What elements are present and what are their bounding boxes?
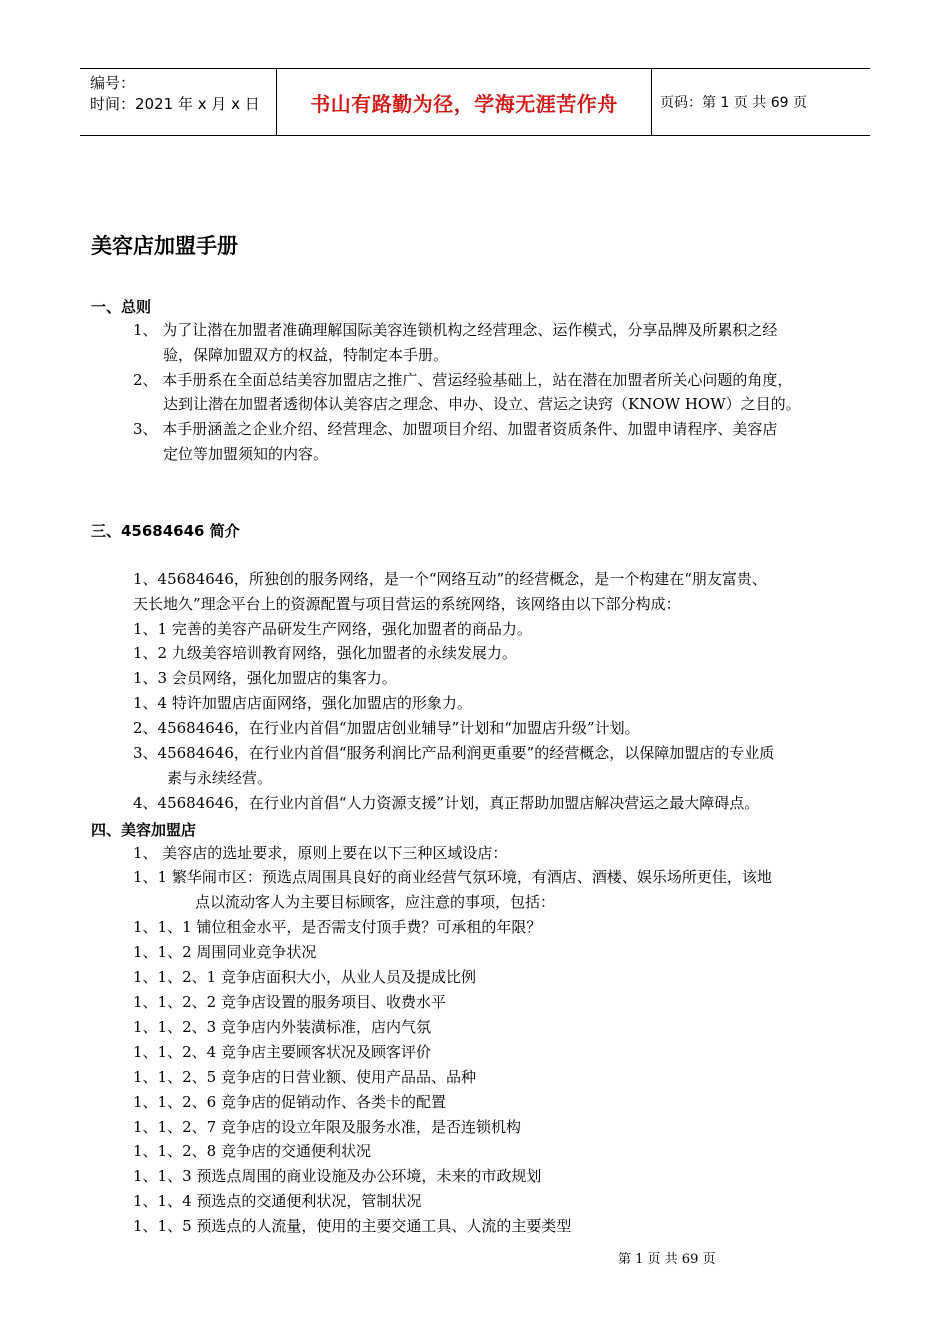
paragraph-line: 1、1、2、1 竞争店面积大小，从业人员及提成比例 (133, 968, 476, 986)
paragraph-line: 1、1、2、2 竞争店设置的服务项目、收费水平 (133, 993, 446, 1011)
section-heading-general: 一、总则 (91, 298, 152, 316)
paragraph-line: 达到让潜在加盟者透彻体认美容店之理念、申办、设立、营运之诀窍（KNOW HOW）之目的。 (163, 395, 801, 413)
document-header (80, 68, 870, 136)
header-meta (80, 69, 277, 135)
section-heading-intro: 三、45684646 简介 (91, 522, 240, 540)
paragraph-line: 1、1、2、7 竞争店的设立年限及服务水准，是否连锁机构 (133, 1118, 521, 1136)
paragraph-line: 2、45684646，在行业内首倡“加盟店创业辅导”计划和“加盟店升级”计划。 (133, 719, 640, 737)
paragraph-line: 1、1、2、5 竞争店的日营业额、使用产品品、品种 (133, 1068, 476, 1086)
paragraph-line: 1、1、3 预选点周围的商业设施及办公环境，未来的市政规划 (133, 1167, 542, 1185)
paragraph-line: 验，保障加盟双方的权益，特制定本手册。 (163, 346, 449, 364)
paragraph-line: 1、2 九级美容培训教育网络，强化加盟者的永续发展力。 (133, 644, 517, 662)
paragraph-line: 点以流动客人为主要目标顾客，应注意的事项，包括： (195, 893, 556, 911)
header-motto: 书山有路勤为径，学海无涯苦作舟 (310, 91, 618, 116)
paragraph-line: 1、4 特许加盟店店面网络，强化加盟店的形象力。 (133, 694, 472, 712)
header-motto-cell (277, 69, 652, 135)
paragraph-line: 2、 本手册系在全面总结美容加盟店之推广、营运经验基础上，站在潜在加盟者所关心问题的角度， (133, 371, 793, 389)
paragraph-line: 3、45684646，在行业内首倡“服务利润比产品利润更重要”的经营概念，以保障加盟店的专业质 (133, 744, 775, 762)
page-footer: 第 1 页 共 69 页 (618, 1252, 716, 1267)
paragraph-line: 1、45684646，所独创的服务网络，是一个“网络互动”的经营概念，是一个构建在“朋友富贵、 (133, 570, 767, 588)
paragraph-line: 1、1、2 周围同业竞争状况 (133, 943, 317, 961)
paragraph-line: 素与永续经营。 (167, 769, 273, 787)
header-page-info: 页码：第 1 页 共 69 页 (660, 95, 807, 111)
paragraph-line: 1、1、2、4 竞争店主要顾客状况及顾客评价 (133, 1043, 431, 1061)
paragraph-line: 1、1、2、3 竞争店内外装潢标准，店内气氛 (133, 1018, 431, 1036)
paragraph-line: 3、 本手册涵盖之企业介绍、经营理念、加盟项目介绍、加盟者资质条件、加盟申请程序、美容店 (133, 420, 778, 438)
paragraph-line: 1、1 完善的美容产品研发生产网络，强化加盟者的商品力。 (133, 620, 532, 638)
paragraph-line: 4、45684646，在行业内首倡“人力资源支援”计划，真正帮助加盟店解决营运之最大障碍点。 (133, 794, 760, 812)
paragraph-line: 1、 美容店的选址要求，原则上要在以下三种区域设店： (133, 844, 508, 862)
paragraph-line: 1、1、4 预选点的交通便利状况，管制状况 (133, 1192, 422, 1210)
paragraph-line: 1、1、1 铺位租金水平，是否需支付顶手费？可承租的年限？ (133, 918, 542, 936)
header-time-label: 时间：2021 年 x 月 x 日 (90, 95, 260, 113)
paragraph-line: 天长地久”理念平台上的资源配置与项目营运的系统网络，该网络由以下部分构成： (133, 595, 681, 613)
paragraph-line: 1、1、5 预选点的人流量，使用的主要交通工具、人流的主要类型 (133, 1217, 572, 1235)
paragraph-line: 1、1 繁华闹市区：预选点周围具良好的商业经营气氛环境，有酒店、酒楼、娱乐场所更佳，该地 (133, 868, 772, 886)
header-number-label: 编号： (90, 74, 136, 92)
paragraph-line: 1、3 会员网络，强化加盟店的集客力。 (133, 669, 397, 687)
paragraph-line: 定位等加盟须知的内容。 (163, 445, 329, 463)
paragraph-line: 1、1、2、6 竞争店的促销动作、各类卡的配置 (133, 1093, 446, 1111)
section-heading-stores: 四、美容加盟店 (91, 821, 197, 839)
paragraph-line: 1、 为了让潜在加盟者准确理解国际美容连锁机构之经营理念、运作模式，分享品牌及所累积之经 (133, 321, 778, 339)
paragraph-line: 1、1、2、8 竞争店的交通便利状况 (133, 1142, 371, 1160)
document-title: 美容店加盟手册 (91, 234, 238, 258)
